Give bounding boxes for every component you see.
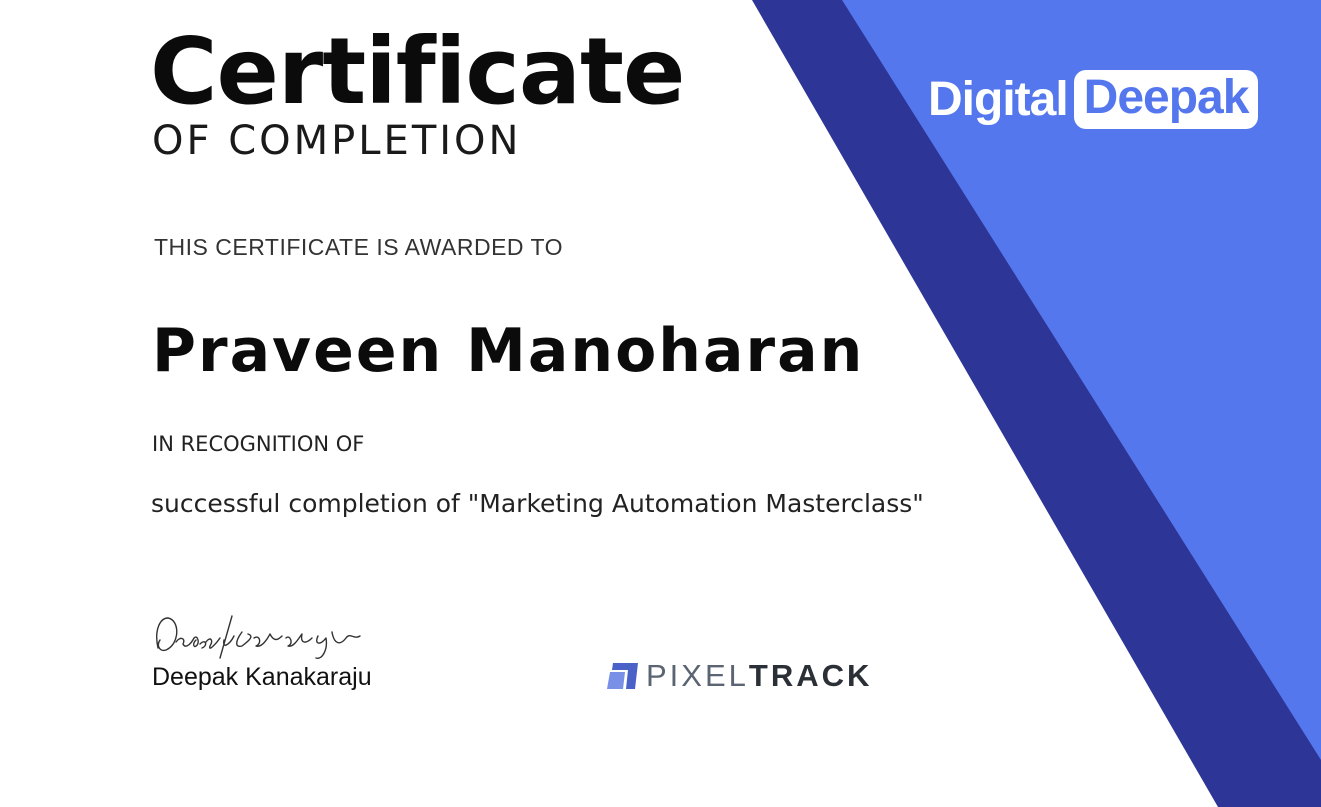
pixeltrack-logo [606,658,872,694]
certificate-title: Certificate [150,18,685,125]
logo-deepak-text: Deepak [1074,70,1259,129]
digitaldeepak-logo [928,70,1258,129]
completion-description: successful completion of "Marketing Automation Masterclass" [151,489,924,518]
signature-image [150,610,382,662]
recognition-label: IN RECOGNITION OF [152,432,365,456]
pixeltrack-light-text: PIXEL [646,658,749,693]
recipient-name: Praveen Manoharan [152,316,865,386]
pixeltrack-bold-text: TRACK [748,658,873,693]
logo-digital-text: Digital [928,73,1068,126]
signer-name: Deepak Kanakaraju [152,663,372,691]
awarded-to-label: THIS CERTIFICATE IS AWARDED TO [154,234,564,260]
pixeltrack-mark-icon [606,663,638,689]
certificate-subtitle: OF COMPLETION [152,118,522,164]
signature-stroke [157,616,360,658]
